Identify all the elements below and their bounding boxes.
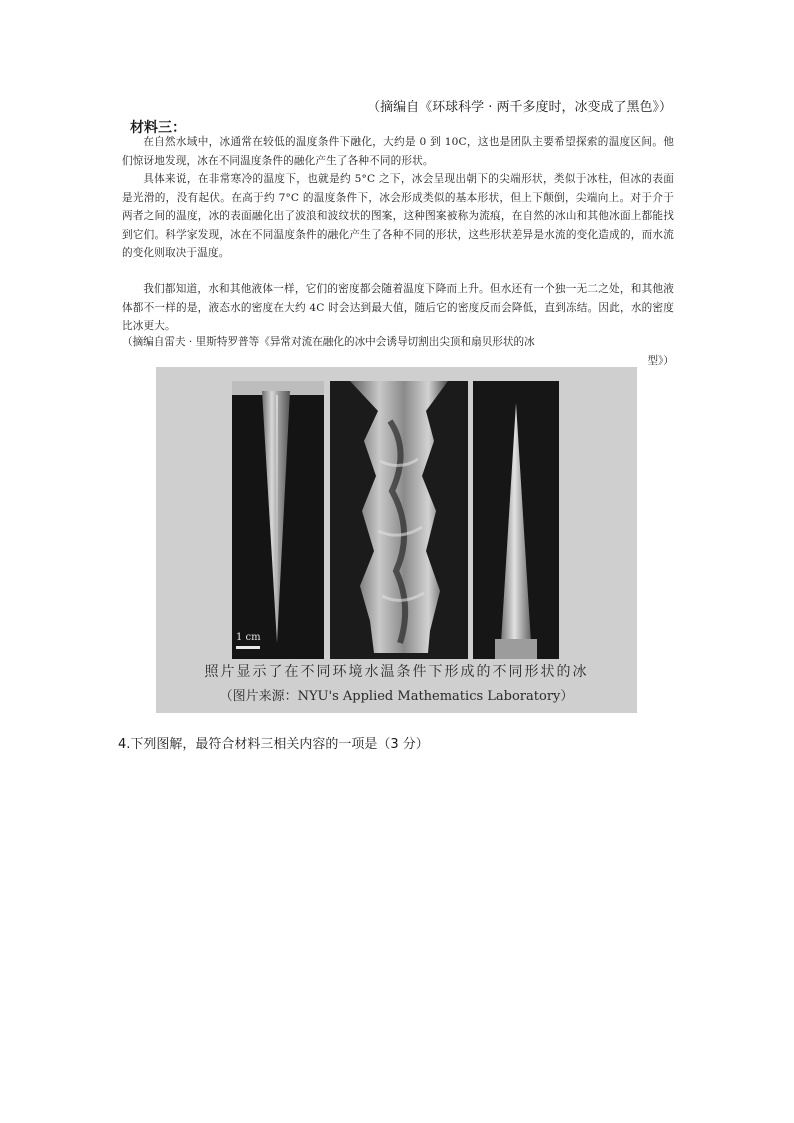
figure-caption: 照片显示了在不同环境水温条件下形成的不同形状的冰 xyxy=(204,664,589,680)
paragraph-3 xyxy=(122,280,674,336)
source-citation-line-2: 型》） xyxy=(647,354,674,367)
paragraph-1-text: 在自然水域中，冰通常在较低的温度条件下融化，大约是 0 到 10C，这也是团队主要希望探索的温度区间。他们惊讶地发现，冰在不同温度条件的融化产生了各种不同的形状。 xyxy=(122,136,674,167)
paragraph-2-text: 具体来说，在非常寒冷的温度下，也就是约 5°C 之下，冰会呈现出朝下的尖端形状，类似于冰柱，但冰的表面是光滑的，没有起伏。在高于约 7°C 的温度条件下，冰会形成类似的基本形状，但上下颠倒，尖端向上。对于介于两者之间的温度，冰的表面融化出了波浪和波纹状的图案，这种图案被称为流痕，在自然的冰山和其他冰面上都能找到它们。科学家发现，冰在不同温度条件的融化产生了各种不同的形状，这些形状差异是水流的变化造成的，而水流的变化则取决于温度。 xyxy=(122,173,674,259)
material-heading: 材料三： xyxy=(130,120,186,136)
scalloped-ice-graphic xyxy=(330,381,468,659)
ice-photo-downward-spike xyxy=(232,381,324,659)
paragraph-3-text: 我们都知道，水和其他液体一样，它们的密度都会随着温度下降而上升。但水还有一个独一无二之处，和其他液体都不一样的是，液态水的密度在大约 4C 时会达到最大值，随后它的密度反而会降低，直到冻结。因此，水的密度比冰更大。 xyxy=(122,283,674,332)
source-citation-top: （摘编自《环球科学 · 两千多度时，冰变成了黑色》） xyxy=(367,100,672,115)
downward-icicle-graphic xyxy=(232,381,324,659)
ice-photo-figure xyxy=(156,367,637,713)
ice-photo-scalloped xyxy=(330,381,468,659)
source-citation-bottom xyxy=(122,333,674,370)
ice-photo-upward-spike xyxy=(473,381,559,659)
figure-credit: （图片来源：NYU's Applied Mathematics Laboratory） xyxy=(219,689,574,704)
source-citation-line-1: （摘编自雷夫 · 里斯特罗普等《异常对流在融化的冰中会诱导切割出尖顶和扇贝形状的冰 xyxy=(122,336,535,348)
question-4: 4.下列图解，最符合材料三相关内容的一项是（3 分） xyxy=(118,737,429,752)
scale-label: 1 cm xyxy=(236,632,261,643)
paragraph-2 xyxy=(122,170,674,263)
scale-bar xyxy=(236,646,260,649)
paragraph-1 xyxy=(122,133,674,170)
upward-spire-graphic xyxy=(473,381,559,659)
